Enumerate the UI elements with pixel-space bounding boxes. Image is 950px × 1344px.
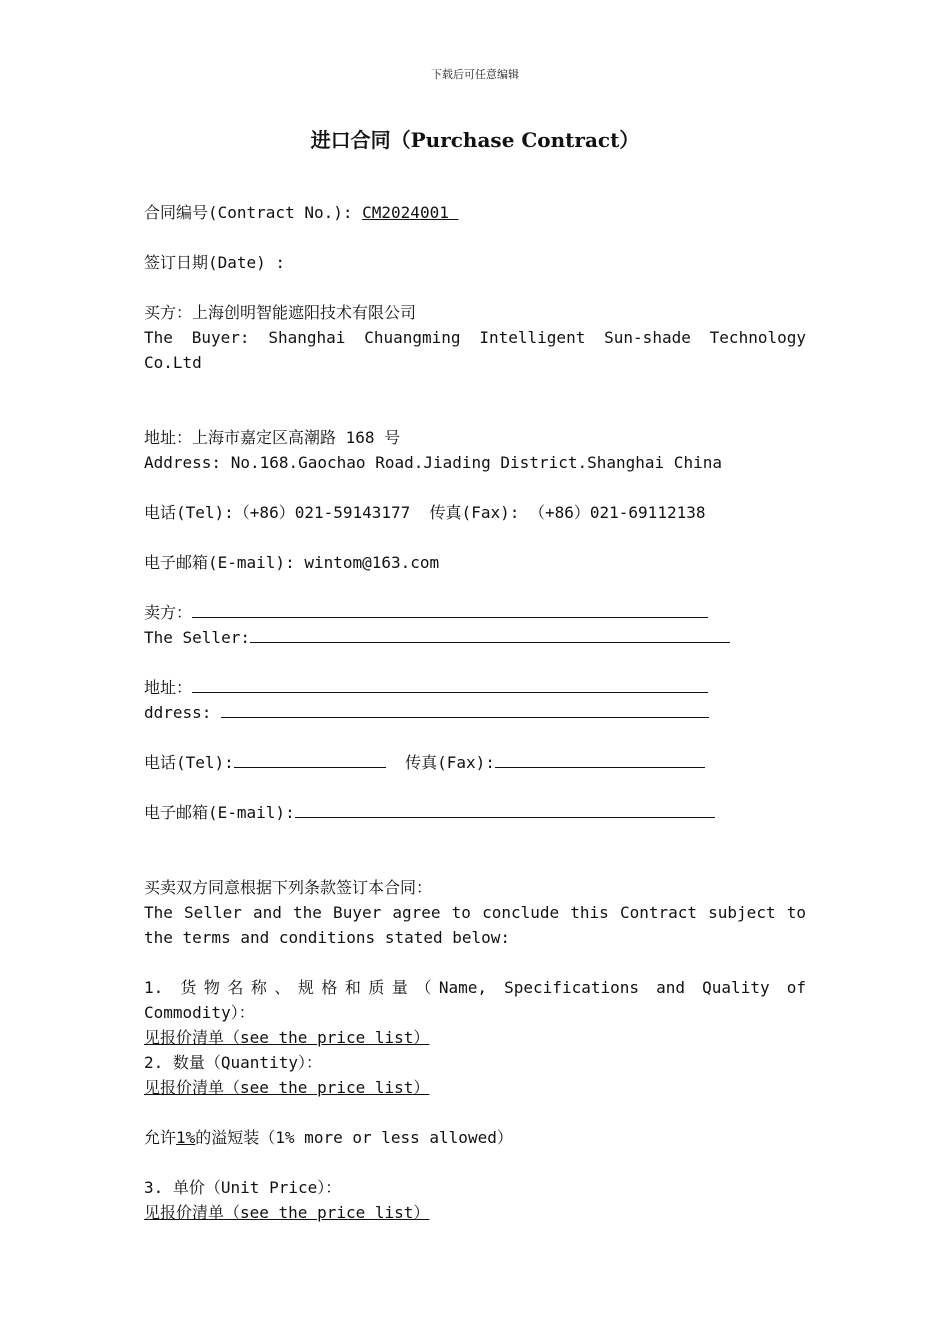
seller-tel-fax-line (144, 750, 806, 775)
buyer-address-cn: 地址：上海市嘉定区高潮路 168 号 (144, 428, 401, 447)
agreement-cn: 买卖双方同意根据下列条款签订本合同： (144, 878, 433, 897)
seller-fax-label: 传真(Fax): (405, 753, 495, 772)
seller-name-cn-label: 卖方： (144, 603, 193, 622)
seller-address-en-blank[interactable] (221, 700, 709, 718)
seller-address-cn-line (144, 675, 806, 700)
seller-tel-blank[interactable] (234, 750, 386, 768)
seller-name-cn-line (144, 600, 806, 625)
seller-address-cn-label: 地址： (144, 678, 193, 697)
seller-name-en-label: The Seller: (144, 628, 250, 647)
clause-3-value-line (144, 1200, 806, 1225)
contract-body (144, 200, 806, 1225)
seller-tel-label: 电话(Tel): (144, 753, 234, 772)
seller-email-blank[interactable] (295, 800, 715, 818)
clause-1-title-cont: Commodity）： (144, 1003, 255, 1022)
seller-email-label: 电子邮箱(E-mail): (144, 803, 295, 822)
seller-name-en-blank[interactable] (250, 625, 730, 643)
seller-address-cn-blank[interactable] (192, 675, 708, 693)
agreement-en: The Seller and the Buyer agree to conclude this Contract subject to (144, 903, 806, 922)
seller-name-cn-blank[interactable] (192, 600, 708, 618)
seller-address-en-label: ddress: (144, 703, 222, 722)
clause-2-title: 2. 数量（Quantity）： (144, 1053, 322, 1072)
clause-2-value-line (144, 1075, 806, 1100)
buyer-tel-fax: 电话(Tel):（+86）021-59143177 传真(Fax): （+86）021-69112138 (144, 503, 706, 522)
buyer-name-cn: 买方：上海创明智能遮阳技术有限公司 (144, 303, 417, 322)
header-note: 下载后可任意编辑 (431, 68, 519, 81)
buyer-email: 电子邮箱(E-mail): wintom@163.com (144, 553, 440, 572)
agreement-en-cont: the terms and conditions stated below: (144, 928, 511, 947)
clause-1-value-line (144, 1025, 806, 1050)
contract-no-label: 合同编号(Contract No.): (144, 203, 363, 222)
buyer-name-en: The Buyer: Shanghai Chuangming Intelligent Sun-shade Technology (144, 328, 806, 347)
allowance-line (144, 1125, 806, 1150)
buyer-address-en: Address: No.168.Gaochao Road.Jiading District.Shanghai China (144, 453, 722, 472)
clause-1-title: 1. 货物名称、规格和质量（Name, Specifications and Quality of (144, 978, 806, 997)
allowance-suffix: 的溢短装（1% more or less allowed） (195, 1128, 513, 1147)
contract-no-value: CM2024001 (362, 203, 459, 222)
allowance-percent: 1% (176, 1128, 196, 1147)
seller-name-en-line (144, 625, 806, 650)
clause-1-value: 见报价清单（see the price list） (144, 1028, 430, 1047)
allowance-prefix: 允许 (144, 1128, 177, 1147)
seller-address-en-line (144, 700, 806, 725)
clause-2-value: 见报价清单（see the price list） (144, 1078, 430, 1097)
clause-3-value: 见报价清单（see the price list） (144, 1203, 430, 1222)
seller-email-line (144, 800, 806, 825)
document-title: 进口合同（Purchase Contract） (310, 128, 640, 152)
buyer-name-en-cont: Co.Ltd (144, 353, 202, 372)
clause-3-title: 3. 单价（Unit Price）： (144, 1178, 342, 1197)
seller-fax-blank[interactable] (495, 750, 705, 768)
date-line: 签订日期(Date) : (144, 253, 286, 272)
contract-no-line (144, 200, 806, 225)
